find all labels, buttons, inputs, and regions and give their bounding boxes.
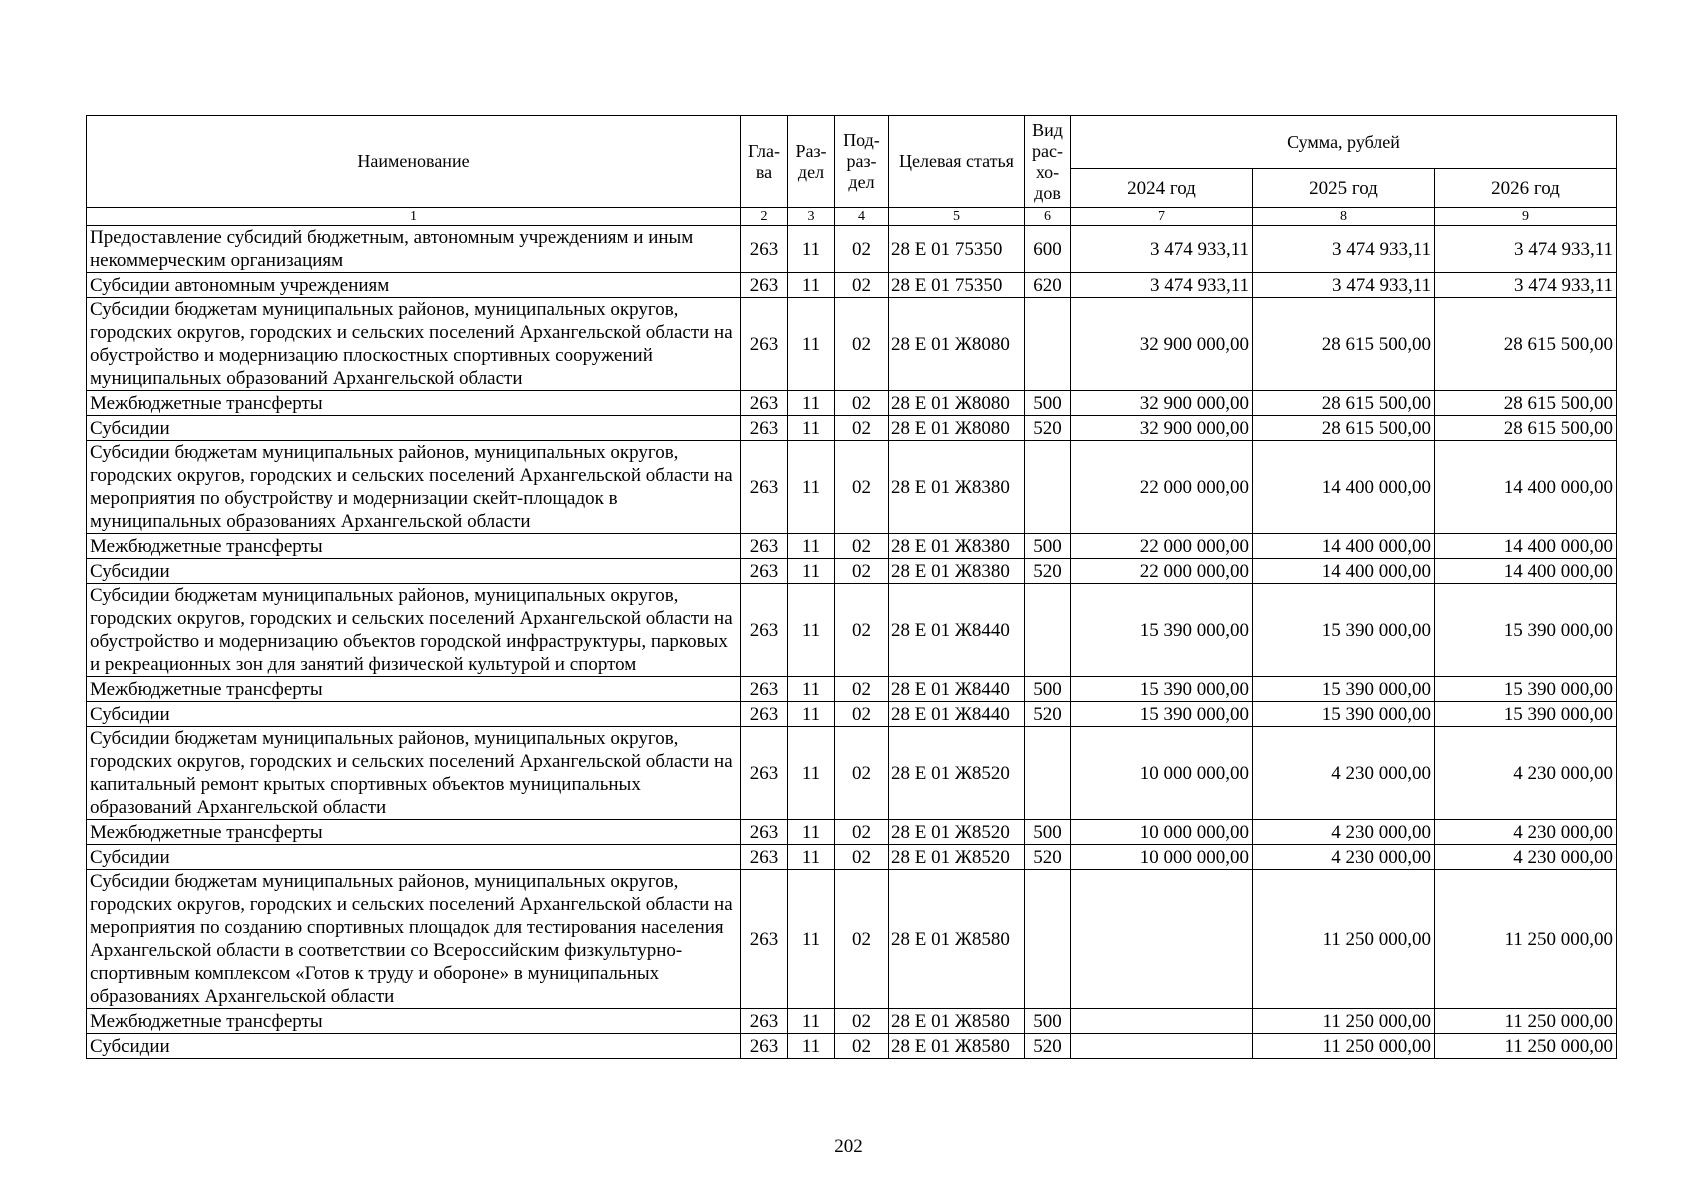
row-amount-2024: 10 000 000,00 (1071, 845, 1253, 870)
row-chapter: 263 (741, 273, 788, 298)
row-subsection: 02 (835, 727, 889, 820)
row-target-code: 28 Е 01 Ж8440 (889, 584, 1025, 677)
row-amount-2024: 22 000 000,00 (1071, 534, 1253, 559)
row-name: Субсидии бюджетам муниципальных районов, муниципальных округов, городских округов, городских и сельских поселений Архангельской области на мероприятия по созданию спортивных площадок для тестирования населения Архангельской области в соответствии со Всероссийским физкультурно-спортивным комплексом «Готов к труду и обороне» в муниципальных образованиях Архангельской области (87, 870, 741, 1009)
row-amount-2026: 14 400 000,00 (1435, 441, 1617, 534)
row-section: 11 (788, 870, 835, 1009)
row-amount-2024: 15 390 000,00 (1071, 702, 1253, 727)
table-body (87, 226, 1617, 1059)
row-section: 11 (788, 1009, 835, 1034)
row-target-code: 28 Е 01 Ж8080 (889, 391, 1025, 416)
row-expense-type (1025, 727, 1071, 820)
row-amount-2025: 11 250 000,00 (1253, 1009, 1435, 1034)
row-amount-2025: 28 615 500,00 (1253, 416, 1435, 441)
row-amount-2026: 11 250 000,00 (1435, 870, 1617, 1009)
row-target-code: 28 Е 01 Ж8580 (889, 1034, 1025, 1059)
row-name: Субсидии бюджетам муниципальных районов, муниципальных округов, городских округов, городских и сельских поселений Архангельской области на обустройство и модернизацию плоскостных спортивных сооружений муниципальных образований Архангельской области (87, 298, 741, 391)
row-expense-type: 520 (1025, 702, 1071, 727)
row-chapter: 263 (741, 416, 788, 441)
row-expense-type: 520 (1025, 559, 1071, 584)
column-number: 2 (741, 208, 788, 226)
row-name: Субсидии (87, 845, 741, 870)
row-amount-2026: 15 390 000,00 (1435, 702, 1617, 727)
header-name: Наименование (87, 116, 741, 208)
row-chapter: 263 (741, 820, 788, 845)
header-chapter: Гла-ва (741, 116, 788, 208)
row-amount-2026: 28 615 500,00 (1435, 298, 1617, 391)
row-subsection: 02 (835, 1009, 889, 1034)
table-row (87, 391, 1617, 416)
row-name: Субсидии (87, 702, 741, 727)
row-section: 11 (788, 820, 835, 845)
row-amount-2024: 32 900 000,00 (1071, 298, 1253, 391)
row-section: 11 (788, 226, 835, 273)
row-amount-2024: 3 474 933,11 (1071, 226, 1253, 273)
row-amount-2024: 32 900 000,00 (1071, 391, 1253, 416)
table-row (87, 677, 1617, 702)
row-amount-2024: 3 474 933,11 (1071, 273, 1253, 298)
row-subsection: 02 (835, 273, 889, 298)
row-chapter: 263 (741, 584, 788, 677)
row-amount-2025: 4 230 000,00 (1253, 820, 1435, 845)
table-row (87, 534, 1617, 559)
row-chapter: 263 (741, 870, 788, 1009)
row-expense-type: 520 (1025, 416, 1071, 441)
row-name: Субсидии (87, 559, 741, 584)
row-subsection: 02 (835, 1034, 889, 1059)
row-amount-2025: 3 474 933,11 (1253, 273, 1435, 298)
row-section: 11 (788, 677, 835, 702)
row-expense-type: 500 (1025, 677, 1071, 702)
row-expense-type: 500 (1025, 391, 1071, 416)
row-section: 11 (788, 559, 835, 584)
table-row (87, 1034, 1617, 1059)
table-row (87, 559, 1617, 584)
row-subsection: 02 (835, 870, 889, 1009)
row-amount-2025: 14 400 000,00 (1253, 559, 1435, 584)
row-amount-2026: 3 474 933,11 (1435, 273, 1617, 298)
row-subsection: 02 (835, 441, 889, 534)
row-section: 11 (788, 441, 835, 534)
row-expense-type: 600 (1025, 226, 1071, 273)
column-number: 3 (788, 208, 835, 226)
row-subsection: 02 (835, 534, 889, 559)
row-name: Межбюджетные трансферты (87, 820, 741, 845)
row-target-code: 28 Е 01 Ж8580 (889, 870, 1025, 1009)
row-amount-2025: 4 230 000,00 (1253, 845, 1435, 870)
row-amount-2026: 15 390 000,00 (1435, 677, 1617, 702)
row-expense-type: 500 (1025, 534, 1071, 559)
row-chapter: 263 (741, 226, 788, 273)
row-target-code: 28 Е 01 Ж8580 (889, 1009, 1025, 1034)
header-year-2026: 2026 год (1435, 169, 1617, 208)
table-row (87, 441, 1617, 534)
row-target-code: 28 Е 01 Ж8520 (889, 727, 1025, 820)
row-amount-2024 (1071, 870, 1253, 1009)
table-header (87, 116, 1617, 226)
row-amount-2025: 11 250 000,00 (1253, 1034, 1435, 1059)
row-name: Межбюджетные трансферты (87, 534, 741, 559)
column-number: 1 (87, 208, 741, 226)
row-amount-2024: 32 900 000,00 (1071, 416, 1253, 441)
row-section: 11 (788, 1034, 835, 1059)
row-target-code: 28 Е 01 Ж8380 (889, 559, 1025, 584)
row-chapter: 263 (741, 1009, 788, 1034)
row-subsection: 02 (835, 702, 889, 727)
row-amount-2024 (1071, 1034, 1253, 1059)
row-section: 11 (788, 298, 835, 391)
header-section: Раз-дел (788, 116, 835, 208)
budget-table (86, 115, 1617, 1059)
table-row (87, 416, 1617, 441)
row-expense-type: 500 (1025, 1009, 1071, 1034)
row-amount-2026: 14 400 000,00 (1435, 534, 1617, 559)
row-subsection: 02 (835, 226, 889, 273)
row-subsection: 02 (835, 584, 889, 677)
row-section: 11 (788, 273, 835, 298)
row-target-code: 28 Е 01 Ж8380 (889, 534, 1025, 559)
row-amount-2024: 22 000 000,00 (1071, 441, 1253, 534)
row-chapter: 263 (741, 559, 788, 584)
row-section: 11 (788, 845, 835, 870)
row-expense-type: 500 (1025, 820, 1071, 845)
row-name: Межбюджетные трансферты (87, 1009, 741, 1034)
column-number: 4 (835, 208, 889, 226)
header-year-2024: 2024 год (1071, 169, 1253, 208)
row-amount-2026: 11 250 000,00 (1435, 1034, 1617, 1059)
row-target-code: 28 Е 01 75350 (889, 226, 1025, 273)
row-expense-type: 520 (1025, 845, 1071, 870)
row-amount-2026: 4 230 000,00 (1435, 820, 1617, 845)
row-name: Субсидии автономным учреждениям (87, 273, 741, 298)
table-row (87, 273, 1617, 298)
column-number: 9 (1435, 208, 1617, 226)
row-name: Субсидии (87, 1034, 741, 1059)
row-chapter: 263 (741, 845, 788, 870)
column-number: 5 (889, 208, 1025, 226)
header-subsection: Под-раз-дел (835, 116, 889, 208)
row-name: Межбюджетные трансферты (87, 391, 741, 416)
row-amount-2025: 28 615 500,00 (1253, 391, 1435, 416)
row-section: 11 (788, 702, 835, 727)
row-chapter: 263 (741, 534, 788, 559)
row-subsection: 02 (835, 845, 889, 870)
row-amount-2025: 15 390 000,00 (1253, 677, 1435, 702)
row-section: 11 (788, 584, 835, 677)
page-number: 202 (834, 1136, 863, 1157)
row-amount-2024: 15 390 000,00 (1071, 584, 1253, 677)
row-amount-2025: 14 400 000,00 (1253, 534, 1435, 559)
row-amount-2025: 4 230 000,00 (1253, 727, 1435, 820)
row-amount-2024: 10 000 000,00 (1071, 820, 1253, 845)
row-target-code: 28 Е 01 Ж8380 (889, 441, 1025, 534)
row-name: Предоставление субсидий бюджетным, автономным учреждениям и иным некоммерческим организациям (87, 226, 741, 273)
row-amount-2026: 4 230 000,00 (1435, 845, 1617, 870)
header-expense-type: Вид рас-хо-дов (1025, 116, 1071, 208)
row-chapter: 263 (741, 298, 788, 391)
row-expense-type: 620 (1025, 273, 1071, 298)
row-subsection: 02 (835, 298, 889, 391)
row-amount-2026: 11 250 000,00 (1435, 1009, 1617, 1034)
row-amount-2025: 14 400 000,00 (1253, 441, 1435, 534)
row-amount-2025: 28 615 500,00 (1253, 298, 1435, 391)
row-amount-2024: 15 390 000,00 (1071, 677, 1253, 702)
row-amount-2026: 28 615 500,00 (1435, 416, 1617, 441)
table-row (87, 702, 1617, 727)
row-amount-2025: 3 474 933,11 (1253, 226, 1435, 273)
row-amount-2025: 15 390 000,00 (1253, 702, 1435, 727)
row-amount-2026: 15 390 000,00 (1435, 584, 1617, 677)
row-amount-2026: 4 230 000,00 (1435, 727, 1617, 820)
row-name: Межбюджетные трансферты (87, 677, 741, 702)
row-chapter: 263 (741, 702, 788, 727)
row-target-code: 28 Е 01 Ж8080 (889, 416, 1025, 441)
row-chapter: 263 (741, 677, 788, 702)
row-name: Субсидии бюджетам муниципальных районов, муниципальных округов, городских округов, городских и сельских поселений Архангельской области на капитальный ремонт крытых спортивных объектов муниципальных образований Архангельской области (87, 727, 741, 820)
row-expense-type: 520 (1025, 1034, 1071, 1059)
table-row (87, 226, 1617, 273)
row-target-code: 28 Е 01 Ж8440 (889, 702, 1025, 727)
row-chapter: 263 (741, 391, 788, 416)
table-row (87, 870, 1617, 1009)
row-expense-type (1025, 298, 1071, 391)
table-row (87, 727, 1617, 820)
row-subsection: 02 (835, 820, 889, 845)
row-amount-2024: 10 000 000,00 (1071, 727, 1253, 820)
row-amount-2025: 11 250 000,00 (1253, 870, 1435, 1009)
table-row (87, 820, 1617, 845)
row-section: 11 (788, 416, 835, 441)
row-amount-2025: 15 390 000,00 (1253, 584, 1435, 677)
row-subsection: 02 (835, 677, 889, 702)
header-target: Целевая статья (889, 116, 1025, 208)
table-row (87, 298, 1617, 391)
header-year-2025: 2025 год (1253, 169, 1435, 208)
row-target-code: 28 Е 01 Ж8520 (889, 820, 1025, 845)
row-subsection: 02 (835, 391, 889, 416)
row-amount-2026: 14 400 000,00 (1435, 559, 1617, 584)
row-amount-2026: 3 474 933,11 (1435, 226, 1617, 273)
row-name: Субсидии бюджетам муниципальных районов, муниципальных округов, городских округов, городских и сельских поселений Архангельской области на обустройство и модернизацию объектов городской инфраструктуры, парковых и рекреационных зон для занятий физической культурой и спортом (87, 584, 741, 677)
row-target-code: 28 Е 01 Ж8440 (889, 677, 1025, 702)
column-number: 8 (1253, 208, 1435, 226)
row-chapter: 263 (741, 727, 788, 820)
table-row (87, 1009, 1617, 1034)
row-target-code: 28 Е 01 Ж8080 (889, 298, 1025, 391)
row-section: 11 (788, 391, 835, 416)
row-name: Субсидии (87, 416, 741, 441)
row-target-code: 28 Е 01 Ж8520 (889, 845, 1025, 870)
row-expense-type (1025, 584, 1071, 677)
row-subsection: 02 (835, 416, 889, 441)
row-subsection: 02 (835, 559, 889, 584)
row-expense-type (1025, 870, 1071, 1009)
row-name: Субсидии бюджетам муниципальных районов, муниципальных округов, городских округов, городских и сельских поселений Архангельской области на мероприятия по обустройству и модернизации скейт-площадок в муниципальных образованиях Архангельской области (87, 441, 741, 534)
column-number: 6 (1025, 208, 1071, 226)
header-sum: Сумма, рублей (1071, 116, 1617, 169)
row-target-code: 28 Е 01 75350 (889, 273, 1025, 298)
table-row (87, 845, 1617, 870)
column-number-row (87, 208, 1617, 226)
row-section: 11 (788, 534, 835, 559)
table-row (87, 584, 1617, 677)
row-expense-type (1025, 441, 1071, 534)
row-amount-2024: 22 000 000,00 (1071, 559, 1253, 584)
row-amount-2024 (1071, 1009, 1253, 1034)
column-number: 7 (1071, 208, 1253, 226)
row-section: 11 (788, 727, 835, 820)
row-chapter: 263 (741, 1034, 788, 1059)
row-amount-2026: 28 615 500,00 (1435, 391, 1617, 416)
row-chapter: 263 (741, 441, 788, 534)
